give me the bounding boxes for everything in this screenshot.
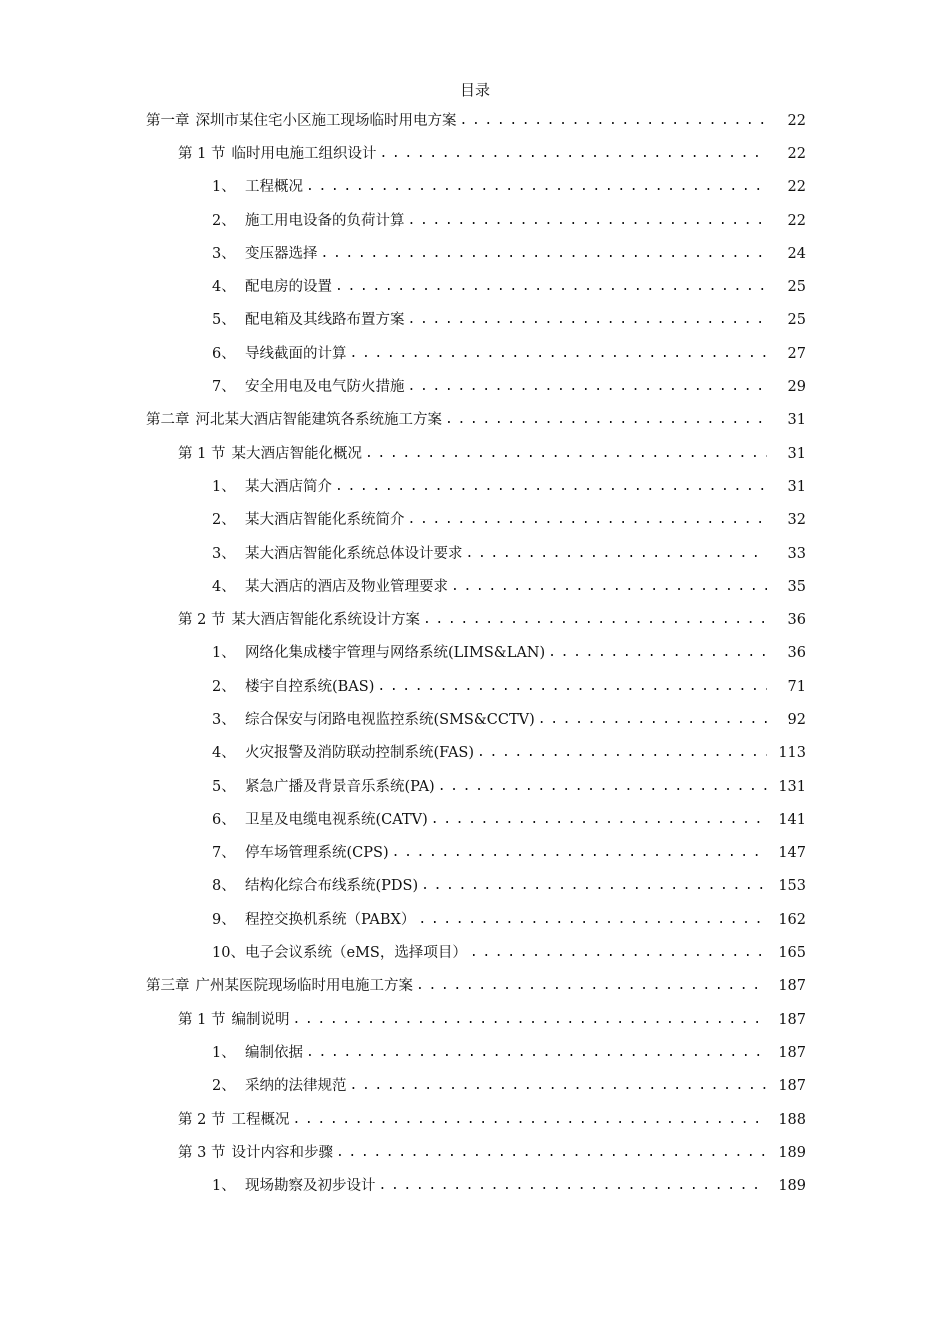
toc-entry-page-number: 36 (787, 645, 806, 662)
toc-entry[interactable] (0, 637, 950, 670)
toc-dot-leader (408, 510, 768, 530)
toc-entry-page-number: 189 (778, 1144, 806, 1161)
toc-entry-page-number: 22 (787, 212, 806, 229)
toc-entry-number: 第 2 节 (178, 612, 226, 629)
toc-entry-number: 1、 (212, 1178, 236, 1195)
toc-entry-number: 第 1 节 (178, 145, 226, 162)
toc-entry[interactable] (0, 270, 950, 303)
toc-entry-number: 4、 (212, 745, 236, 762)
toc-entry-number: 1、 (212, 645, 236, 662)
toc-entry[interactable] (0, 770, 950, 803)
toc-entry-number: 5、 (212, 312, 236, 329)
toc-entry-number: 第 2 节 (178, 1111, 226, 1128)
toc-dot-leader (350, 1076, 768, 1096)
toc-entry-page-number: 31 (787, 445, 806, 462)
toc-entry-page-number: 189 (778, 1178, 806, 1195)
toc-entry[interactable] (0, 304, 950, 337)
toc-entry[interactable] (0, 1036, 950, 1069)
toc-entry[interactable] (0, 936, 950, 969)
toc-entry-number: 2、 (212, 512, 236, 529)
toc-entry-number: 2、 (212, 212, 236, 229)
toc-dot-leader (350, 344, 768, 364)
toc-entry-number: 第一章 (146, 112, 190, 129)
toc-dot-leader (470, 943, 767, 963)
toc-dot-leader (421, 876, 767, 896)
toc-entry-page-number: 31 (787, 478, 806, 495)
toc-entry-page-number: 24 (787, 245, 806, 262)
toc-entry-page-number: 165 (778, 945, 806, 962)
toc-entry-label: 安全用电及电气防火措施 (245, 379, 405, 396)
toc-dot-leader (466, 544, 768, 564)
toc-dot-leader (538, 710, 767, 730)
toc-entry[interactable] (0, 1070, 950, 1103)
toc-dot-leader (292, 1110, 767, 1130)
toc-entry-page-number: 188 (778, 1111, 806, 1128)
toc-entry-number: 1、 (212, 1044, 236, 1061)
toc-entry[interactable] (0, 1003, 950, 1036)
toc-entry[interactable] (0, 837, 950, 870)
toc-dot-leader (392, 843, 767, 863)
toc-entry-label: 停车场管理系统(CPS) (245, 845, 389, 862)
toc-entry[interactable] (0, 437, 950, 470)
toc-entry-label: 网络化集成楼宇管理与网络系统(LIMS&LAN) (245, 645, 546, 662)
toc-title: 目录 (459, 81, 490, 99)
toc-entry-number: 第三章 (146, 978, 190, 995)
toc-list (0, 104, 950, 1203)
toc-entry[interactable] (0, 570, 950, 603)
toc-dot-leader (408, 310, 768, 330)
toc-entry-label: 某大酒店智能化系统总体设计要求 (245, 545, 463, 562)
toc-entry-label: 采纳的法律规范 (245, 1078, 347, 1095)
toc-entry[interactable] (0, 1136, 950, 1169)
toc-entry[interactable] (0, 370, 950, 403)
toc-entry-page-number: 131 (778, 778, 806, 795)
toc-entry-number: 2、 (212, 678, 236, 695)
toc-dot-leader (365, 444, 767, 464)
toc-dot-leader (408, 377, 768, 397)
toc-entry-label: 某大酒店简介 (245, 478, 332, 495)
toc-entry-page-number: 92 (787, 711, 806, 728)
toc-entry-label: 广州某医院现场临时用电施工方案 (195, 978, 413, 995)
toc-entry[interactable] (0, 870, 950, 903)
toc-dot-leader (438, 777, 767, 797)
toc-entry-label: 某大酒店智能化系统设计方案 (231, 612, 420, 629)
toc-entry-label: 变压器选择 (245, 245, 318, 262)
toc-entry-page-number: 113 (778, 745, 806, 762)
toc-entry-label: 深圳市某住宅小区施工现场临时用电方案 (195, 112, 457, 129)
toc-entry-page-number: 22 (787, 112, 806, 129)
toc-entry-number: 8、 (212, 878, 236, 895)
toc-entry-label: 卫星及电缆电视系统(CATV) (245, 811, 428, 828)
toc-entry[interactable] (0, 1103, 950, 1136)
toc-entry-number: 10、 (212, 945, 245, 962)
toc-dot-leader (460, 111, 768, 131)
toc-dot-leader (423, 610, 767, 630)
toc-entry-label: 综合保安与闭路电视监控系统(SMS&CCTV) (245, 711, 535, 728)
toc-entry-number: 3、 (212, 245, 236, 262)
toc-entry[interactable] (0, 737, 950, 770)
toc-entry-page-number: 141 (778, 811, 806, 828)
toc-entry-label: 配电房的设置 (245, 279, 332, 296)
toc-entry-page-number: 32 (787, 512, 806, 529)
toc-dot-leader (377, 677, 767, 697)
toc-dot-leader (306, 1043, 767, 1063)
toc-entry-label: 河北某大酒店智能建筑各系统施工方案 (195, 412, 442, 429)
toc-entry-label: 设计内容和步骤 (231, 1144, 333, 1161)
toc-entry-label: 火灾报警及消防联动控制系统(FAS) (245, 745, 475, 762)
toc-entry-label: 楼宇自控系统(BAS) (245, 678, 375, 695)
toc-entry[interactable] (0, 237, 950, 270)
toc-entry-number: 5、 (212, 778, 236, 795)
toc-entry-page-number: 36 (787, 612, 806, 629)
toc-dot-leader (418, 910, 767, 930)
toc-entry[interactable] (0, 504, 950, 537)
toc-entry-label: 程控交换机系统（PABX） (245, 911, 416, 928)
toc-entry[interactable] (0, 104, 950, 137)
toc-dot-leader (477, 743, 767, 763)
toc-entry-label: 电子会议系统（eMS，选择项目） (245, 945, 467, 962)
toc-entry-page-number: 31 (787, 412, 806, 429)
toc-entry-number: 3、 (212, 711, 236, 728)
toc-entry-page-number: 162 (778, 911, 806, 928)
toc-dot-leader (451, 577, 767, 597)
toc-entry[interactable] (0, 204, 950, 237)
toc-entry[interactable] (0, 903, 950, 936)
toc-dot-leader (379, 144, 767, 164)
toc-entry-number: 9、 (212, 911, 236, 928)
toc-entry[interactable] (0, 803, 950, 836)
toc-dot-leader (431, 810, 767, 830)
toc-dot-leader (306, 177, 767, 197)
toc-entry[interactable] (0, 171, 950, 204)
toc-entry-label: 配电箱及其线路布置方案 (245, 312, 405, 329)
toc-dot-leader (548, 643, 767, 663)
toc-entry-page-number: 25 (787, 279, 806, 296)
toc-entry-number: 6、 (212, 345, 236, 362)
toc-entry[interactable] (0, 137, 950, 170)
toc-entry-page-number: 187 (778, 978, 806, 995)
toc-entry-number: 第 1 节 (178, 445, 226, 462)
toc-entry-number: 3、 (212, 545, 236, 562)
toc-entry-page-number: 29 (787, 379, 806, 396)
toc-entry[interactable] (0, 470, 950, 503)
toc-entry[interactable] (0, 1170, 950, 1203)
toc-entry-number: 第 3 节 (178, 1144, 226, 1161)
toc-dot-leader (336, 1143, 767, 1163)
toc-entry-label: 导线截面的计算 (245, 345, 347, 362)
toc-dot-leader (408, 211, 768, 231)
toc-entry-page-number: 187 (778, 1044, 806, 1061)
toc-entry[interactable] (0, 970, 950, 1003)
toc-entry-number: 1、 (212, 478, 236, 495)
toc-entry-label: 结构化综合布线系统(PDS) (245, 878, 419, 895)
toc-entry-page-number: 147 (778, 845, 806, 862)
toc-entry-number: 6、 (212, 811, 236, 828)
toc-entry-page-number: 22 (787, 179, 806, 196)
toc-entry-page-number: 71 (787, 678, 806, 695)
toc-entry-label: 现场勘察及初步设计 (245, 1178, 376, 1195)
toc-entry-number: 1、 (212, 179, 236, 196)
toc-entry[interactable] (0, 404, 950, 437)
toc-dot-leader (335, 477, 767, 497)
toc-entry-label: 编制说明 (231, 1011, 290, 1028)
toc-entry-label: 某大酒店的酒店及物业管理要求 (245, 578, 448, 595)
toc-entry-number: 7、 (212, 845, 236, 862)
toc-entry-page-number: 33 (787, 545, 806, 562)
toc-entry-number: 7、 (212, 379, 236, 396)
toc-entry-page-number: 187 (778, 1011, 806, 1028)
toc-entry[interactable] (0, 670, 950, 703)
toc-entry-number: 第二章 (146, 412, 190, 429)
toc-entry-page-number: 22 (787, 145, 806, 162)
toc-entry-page-number: 25 (787, 312, 806, 329)
toc-entry[interactable] (0, 603, 950, 636)
toc-entry-number: 4、 (212, 279, 236, 296)
toc-dot-leader (335, 277, 767, 297)
toc-entry-label: 工程概况 (231, 1111, 290, 1128)
toc-entry[interactable] (0, 337, 950, 370)
toc-entry-page-number: 187 (778, 1078, 806, 1095)
toc-entry-page-number: 27 (787, 345, 806, 362)
toc-entry-page-number: 35 (787, 578, 806, 595)
toc-entry-number: 2、 (212, 1078, 236, 1095)
toc-entry-label: 编制依据 (245, 1044, 303, 1061)
toc-entry[interactable] (0, 537, 950, 570)
toc-entry[interactable] (0, 703, 950, 736)
toc-entry-label: 临时用电施工组织设计 (231, 145, 377, 162)
toc-dot-leader (292, 1010, 767, 1030)
toc-dot-leader (379, 1176, 768, 1196)
toc-entry-number: 第 1 节 (178, 1011, 226, 1028)
toc-entry-label: 某大酒店智能化概况 (231, 445, 362, 462)
toc-entry-label: 某大酒店智能化系统简介 (245, 512, 405, 529)
toc-entry-number: 4、 (212, 578, 236, 595)
toc-dot-leader (416, 976, 767, 996)
toc-dot-leader (321, 244, 768, 264)
toc-entry-label: 施工用电设备的负荷计算 (245, 212, 405, 229)
toc-entry-label: 紧急广播及背景音乐系统(PA) (245, 778, 435, 795)
toc-dot-leader (445, 410, 767, 430)
toc-entry-label: 工程概况 (245, 179, 303, 196)
toc-entry-page-number: 153 (778, 878, 806, 895)
